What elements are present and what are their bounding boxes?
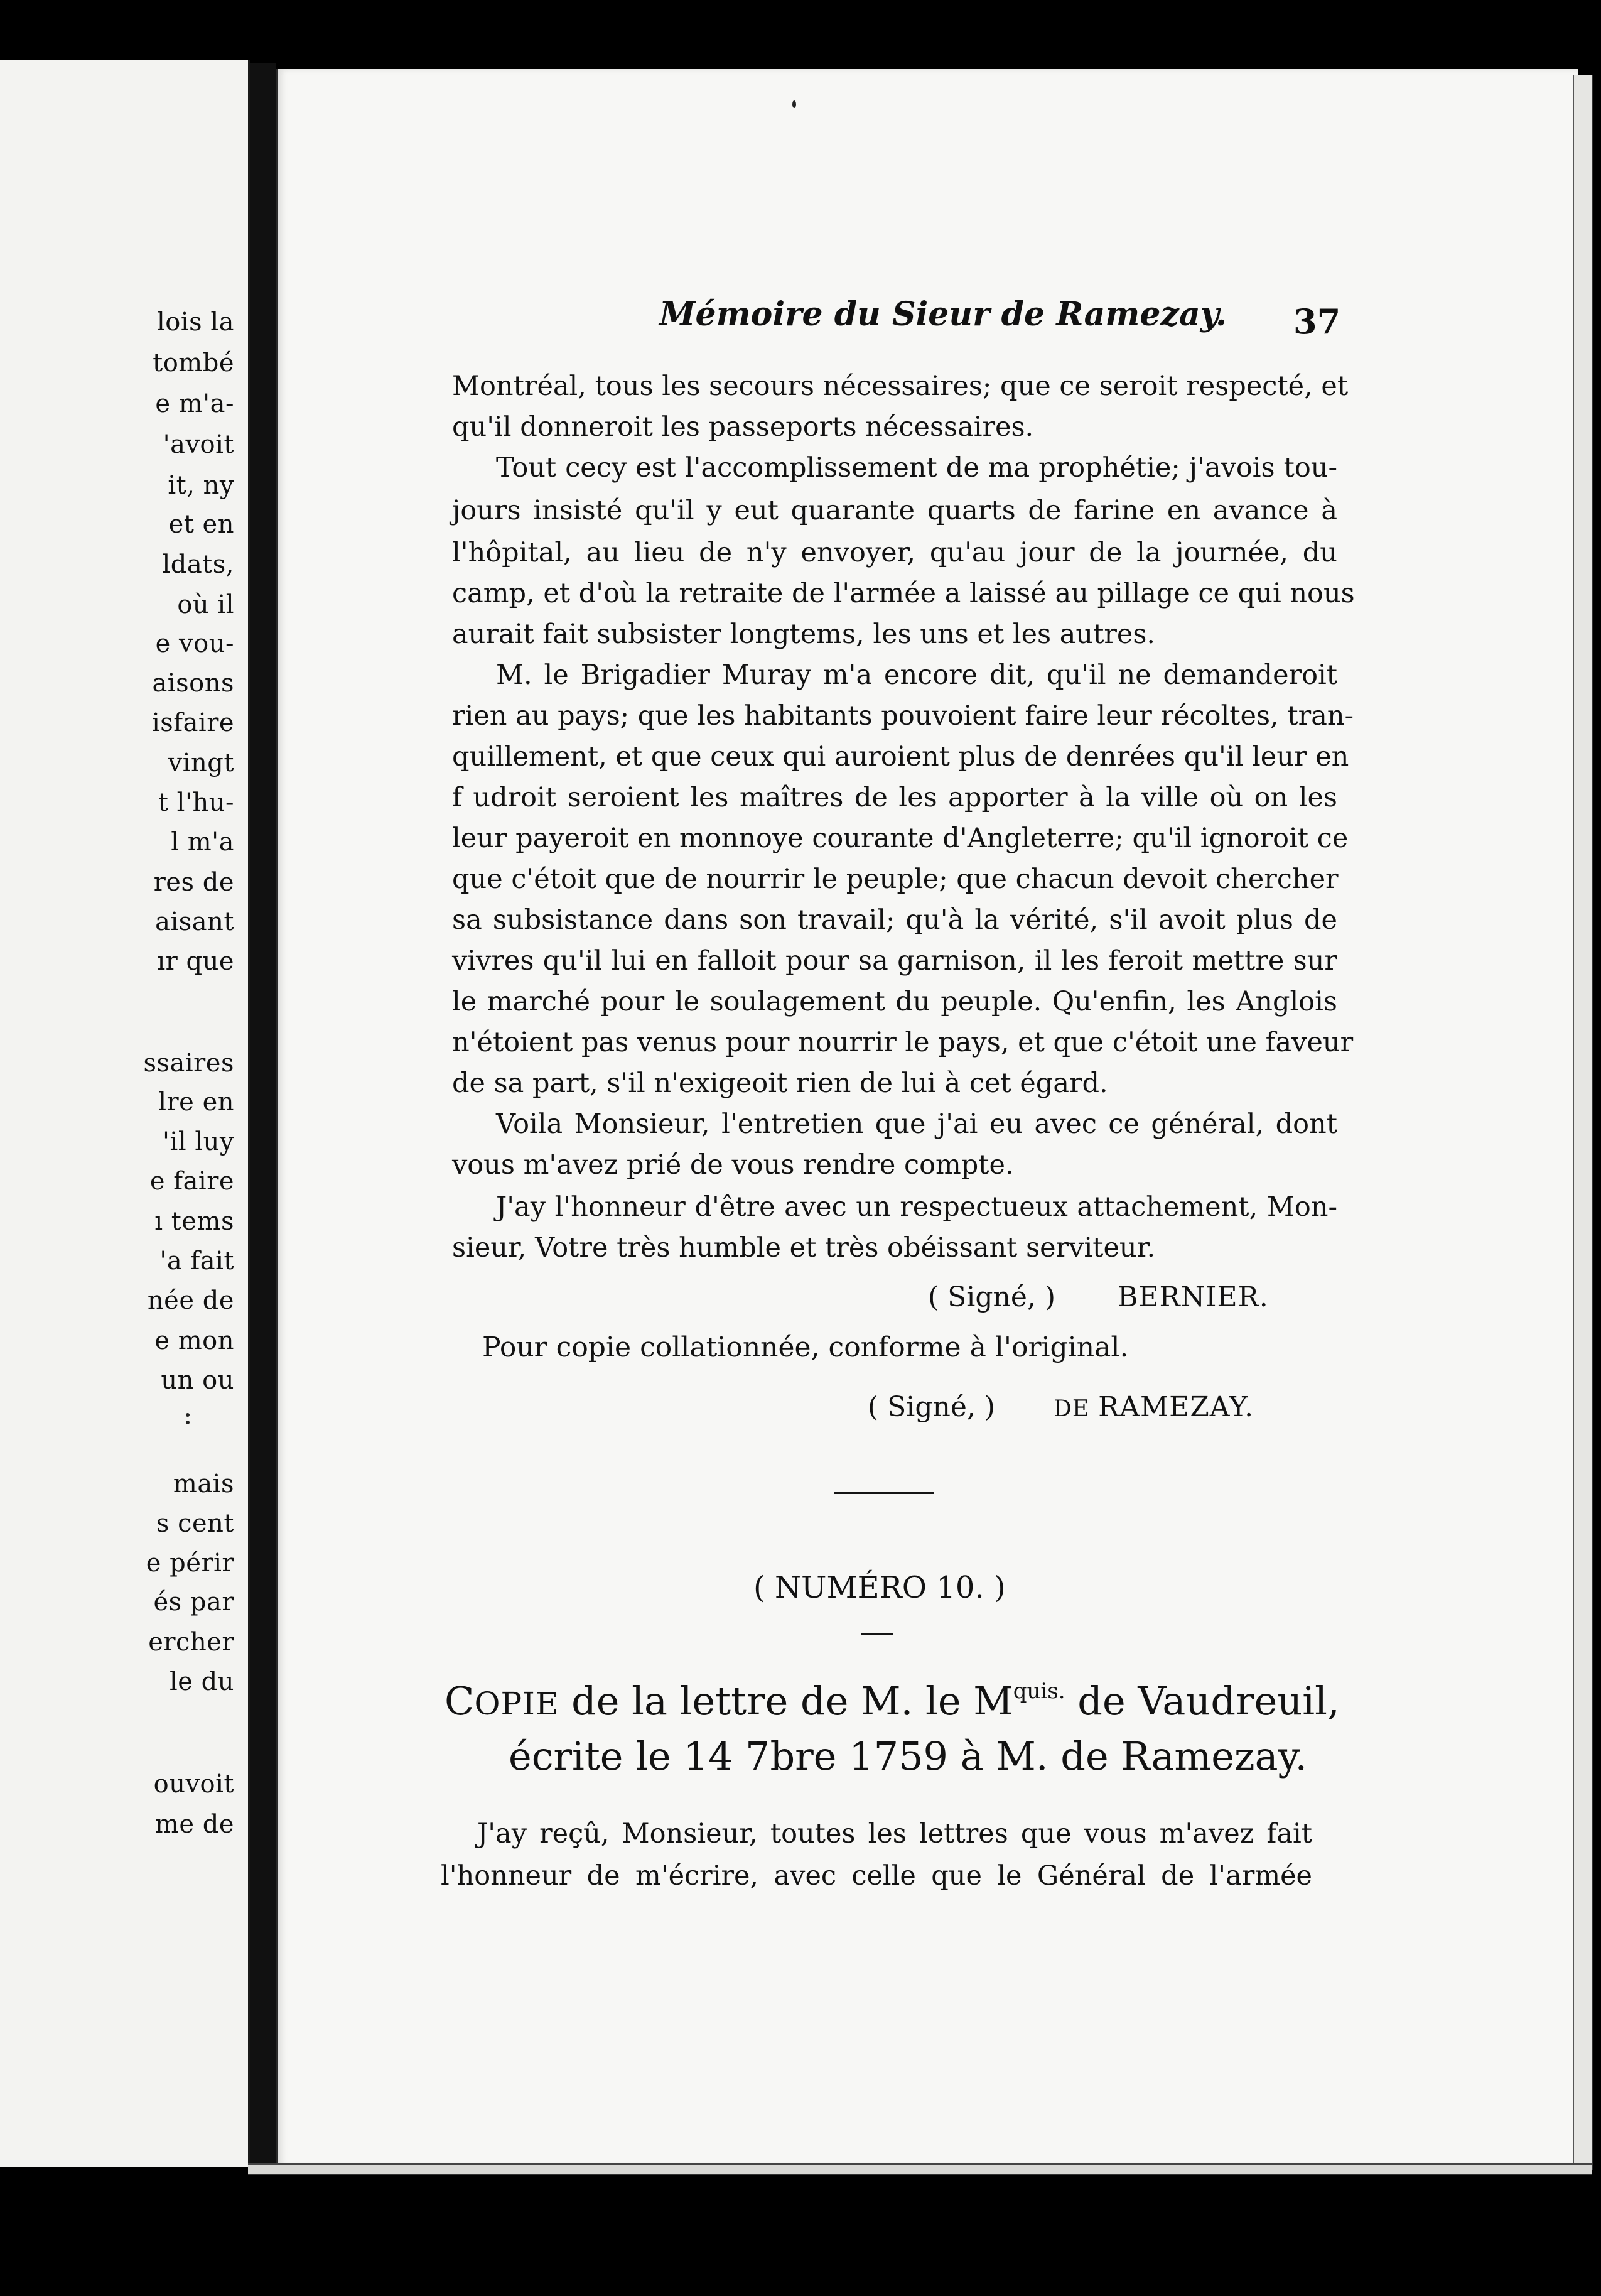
body-line: Montréal, tous les secours nécessaires; que ce seroit respecté, et: [452, 371, 1349, 402]
body-line: vous m'avez prié de vous rendre compte.: [452, 1149, 1014, 1181]
body-line: le marché pour le soulagement du peuple. Qu'enfin, les Anglois: [452, 986, 1337, 1017]
copy-note: Pour copie collationnée, conforme à l'original.: [482, 1331, 1129, 1363]
left-page-line: it, ny: [168, 471, 234, 500]
body-line: de sa part, s'il n'exigeoit rien de lui à cet égard.: [452, 1068, 1108, 1099]
left-page-line: e vou-: [155, 629, 234, 658]
body-line: quillement, et que ceux qui auroient plus de denrées qu'il leur en: [452, 741, 1349, 772]
body-line: sieur, Votre très humble et très obéissant serviteur.: [452, 1232, 1156, 1264]
scan-speck: [792, 100, 796, 108]
left-page-line: ı tems: [154, 1207, 234, 1236]
signature-label-1: ( Signé, ): [928, 1281, 1056, 1313]
left-page-line: née de: [147, 1286, 234, 1315]
scan-speck: [186, 1413, 190, 1417]
left-page-line: t l'hu-: [158, 788, 234, 817]
body-line: M. le Brigadier Muray m'a encore dit, qu'il ne demanderoit: [496, 659, 1337, 691]
letter-line: J'ay reçû, Monsieur, toutes les lettres que vous m'avez fait: [477, 1818, 1312, 1849]
body-line: camp, et d'où la retraite de l'armée a laissé au pillage ce qui nous: [452, 578, 1355, 609]
left-page-line: és par: [153, 1588, 234, 1616]
left-page-line: aisons: [152, 669, 234, 698]
name-surname: RAMEZAY.: [1098, 1391, 1254, 1423]
left-page-line: l m'a: [171, 828, 234, 857]
signature-label-2: ( Signé, ): [868, 1391, 996, 1423]
body-line: aurait fait subsister longtems, les uns et les autres.: [452, 619, 1156, 650]
body-line: rien au pays; que les habitants pouvoient faire leur récoltes, tran-: [452, 700, 1354, 732]
left-page-line: e périr: [146, 1549, 234, 1578]
left-page-line: où il: [177, 590, 234, 619]
body-line: n'étoient pas venus pour nourrir le pays, et que c'étoit une faveur: [452, 1027, 1354, 1058]
body-line: f udroit seroient les maîtres de les apporter à la ville où on les: [452, 782, 1337, 813]
left-page-line: ercher: [148, 1628, 234, 1657]
left-page-line: e faire: [149, 1167, 234, 1196]
document-title-line-2: écrite le 14 7bre 1759 à M. de Ramezay.: [509, 1733, 1308, 1779]
body-line: l'hôpital, au lieu de n'y envoyer, qu'au jour de la journée, du: [452, 537, 1337, 568]
body-line: que c'étoit que de nourrir le peuple; que chacun devoit chercher: [452, 864, 1339, 895]
left-page-line: 'a fait: [159, 1247, 234, 1275]
body-line: Voila Monsieur, l'entretien que j'ai eu avec ce général, dont: [496, 1108, 1337, 1140]
left-page-line: ssaires: [143, 1049, 234, 1078]
page-number: 37: [1293, 301, 1341, 342]
body-line: Tout cecy est l'accomplissement de ma prophétie; j'avois tou-: [496, 452, 1337, 484]
body-line: sa subsistance dans son travail; qu'à la vérité, s'il avoit plus de: [452, 904, 1337, 936]
left-page-line: ouvoit: [153, 1770, 234, 1799]
left-page-line: vingt: [168, 749, 234, 777]
left-page-line: tombé: [153, 349, 234, 377]
left-page-line: s cent: [156, 1509, 234, 1538]
body-line: vivres qu'il lui en falloit pour sa garnison, il les feroit mettre sur: [452, 945, 1337, 977]
body-line: jours insisté qu'il y eut quarante quarts de farine en avance à: [452, 495, 1337, 526]
letter-line: l'honneur de m'écrire, avec celle que le Général de l'armée: [441, 1860, 1312, 1892]
document-title-line-1: COPIE de la lettre de M. le $M^{quis.}$ de Vaudreuil,: [445, 1678, 1340, 1724]
left-page-line: e m'a-: [155, 389, 234, 418]
running-title: Mémoire du Sieur de Ramezay.: [659, 295, 1227, 333]
body-line: leur payeroit en monnoye courante d'Angleterre; qu'il ignoroit ce: [452, 823, 1349, 854]
left-page-line: et en: [168, 510, 234, 539]
left-page-line: le du: [169, 1667, 234, 1696]
left-page-line: isfaire: [151, 708, 234, 737]
body-line: J'ay l'honneur d'être avec un respectueux attachement, Mon-: [496, 1191, 1337, 1223]
left-page-line: me de: [154, 1810, 234, 1839]
left-page-line: mais: [173, 1470, 234, 1498]
left-page-line: ldats,: [162, 550, 234, 579]
left-page-line: res de: [153, 868, 234, 897]
left-page-line: 'avoit: [163, 430, 234, 459]
body-line: qu'il donneroit les passeports nécessaires.: [452, 411, 1034, 443]
left-page-line: e mon: [154, 1326, 234, 1355]
left-page-line: un ou: [161, 1366, 234, 1395]
name-particle: DE: [1054, 1396, 1090, 1422]
left-page-line: lois la: [156, 308, 234, 337]
left-page-line: lre en: [158, 1088, 234, 1117]
signature-name-bernier: BERNIER.: [1118, 1281, 1269, 1313]
left-page-line: aisant: [155, 907, 234, 936]
left-page-line: ır que: [157, 947, 234, 976]
section-number: ( NUMÉRO 10. ): [753, 1570, 1006, 1605]
left-page-line: 'il luy: [163, 1127, 234, 1156]
scan-speck: [186, 1421, 190, 1424]
